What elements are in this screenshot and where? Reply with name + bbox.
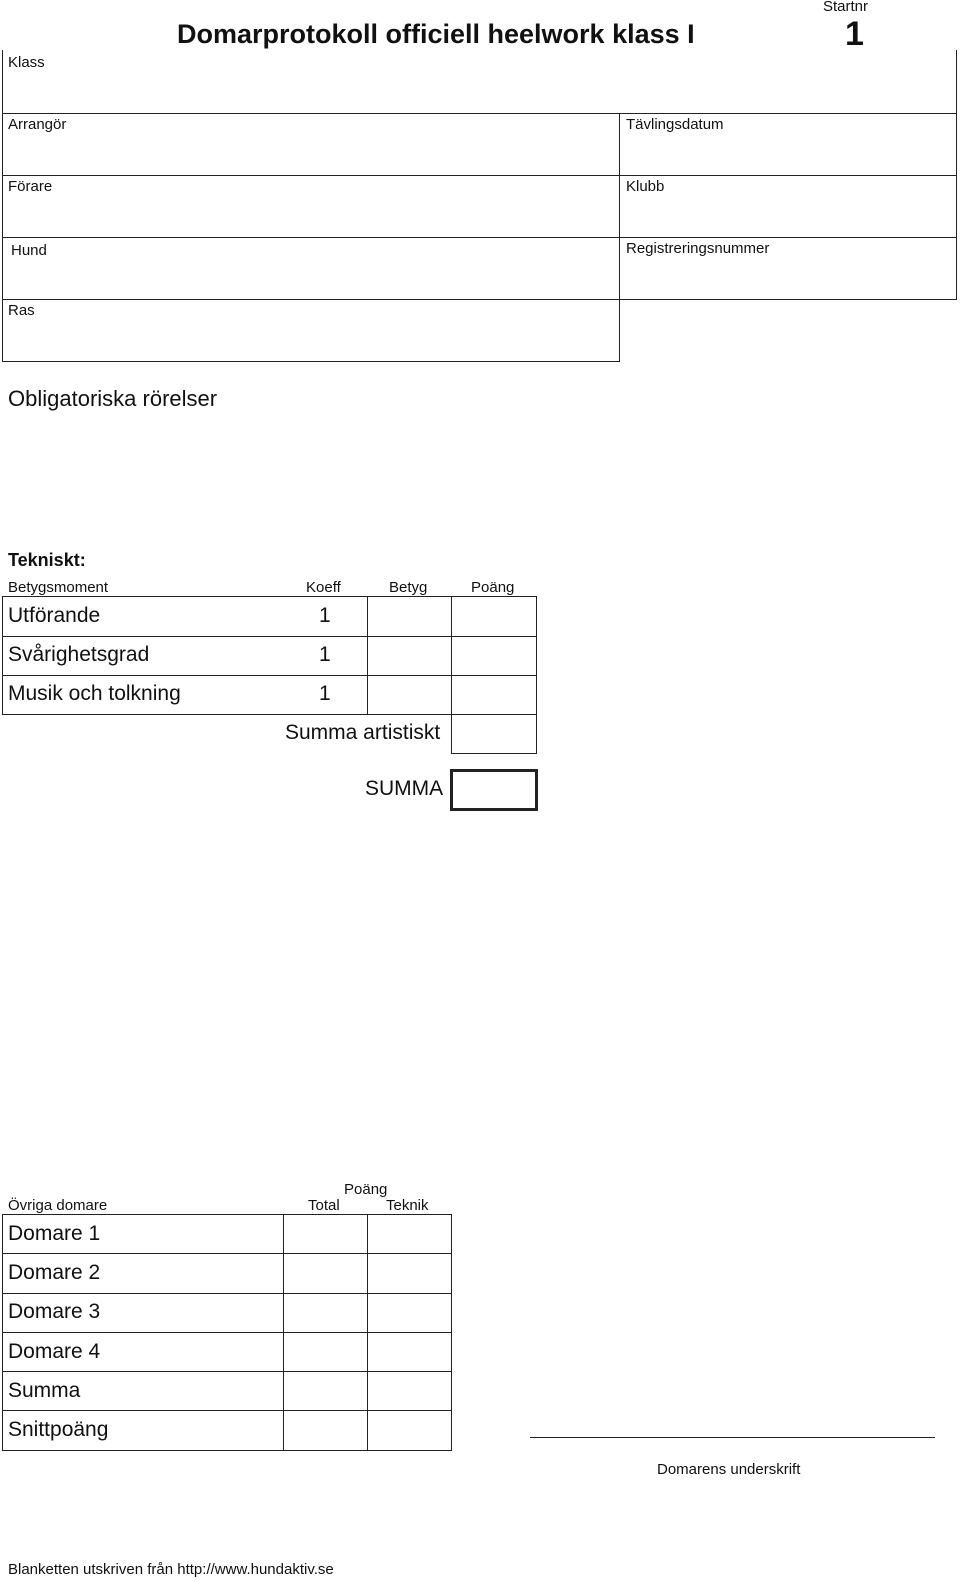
table-row-koeff: 1: [319, 643, 331, 666]
technical-heading: Tekniskt:: [8, 550, 86, 570]
judge-row-label: Domare 3: [8, 1300, 101, 1323]
signature-line: [530, 1437, 935, 1438]
field-ras: Ras: [8, 302, 35, 319]
table-row-label: Musik och tolkning: [8, 682, 181, 705]
table-row-label: Utförande: [8, 604, 101, 627]
summa-artistiskt-label: Summa artistiskt: [285, 721, 441, 744]
col-teknik: Teknik: [386, 1197, 429, 1214]
other-judges-heading: Övriga domare: [8, 1197, 108, 1214]
col-koeff: Koeff: [306, 579, 341, 596]
judge-row-label: Snittpoäng: [8, 1418, 109, 1441]
startnr-label: Startnr: [823, 0, 869, 15]
mandatory-heading: Obligatoriska rörelser: [8, 386, 218, 411]
table-row-koeff: 1: [319, 604, 331, 627]
field-klass: Klass: [8, 54, 45, 71]
table-row-koeff: 1: [319, 682, 331, 705]
grid-left-border: [2, 50, 3, 362]
footer-text: Blanketten utskriven från http://www.hundaktiv.se: [8, 1561, 334, 1578]
col-total: Total: [308, 1197, 340, 1214]
summa-box: [450, 769, 538, 811]
col-poang: Poäng: [471, 579, 515, 596]
judge-row-label: Summa: [8, 1379, 81, 1402]
field-hund: Hund: [11, 242, 47, 259]
field-forare: Förare: [8, 178, 53, 195]
judge-row-label: Domare 2: [8, 1261, 101, 1284]
field-arrangor: Arrangör: [8, 116, 67, 133]
field-tavlingsdatum: Tävlingsdatum: [626, 116, 724, 133]
startnr-value: 1: [845, 15, 864, 53]
page-title: Domarprotokoll officiell heelwork klass I: [177, 19, 695, 49]
table-row-label: Svårighetsgrad: [8, 643, 150, 666]
field-registreringsnummer: Registreringsnummer: [626, 240, 770, 257]
signature-label: Domarens underskrift: [657, 1461, 801, 1478]
col-betygsmoment: Betygsmoment: [8, 579, 109, 596]
poang-label: Poäng: [344, 1181, 388, 1198]
judge-row-label: Domare 1: [8, 1222, 101, 1245]
col-betyg: Betyg: [389, 579, 428, 596]
field-klubb: Klubb: [626, 178, 665, 195]
judge-row-label: Domare 4: [8, 1340, 101, 1363]
summa-label: SUMMA: [365, 777, 444, 800]
